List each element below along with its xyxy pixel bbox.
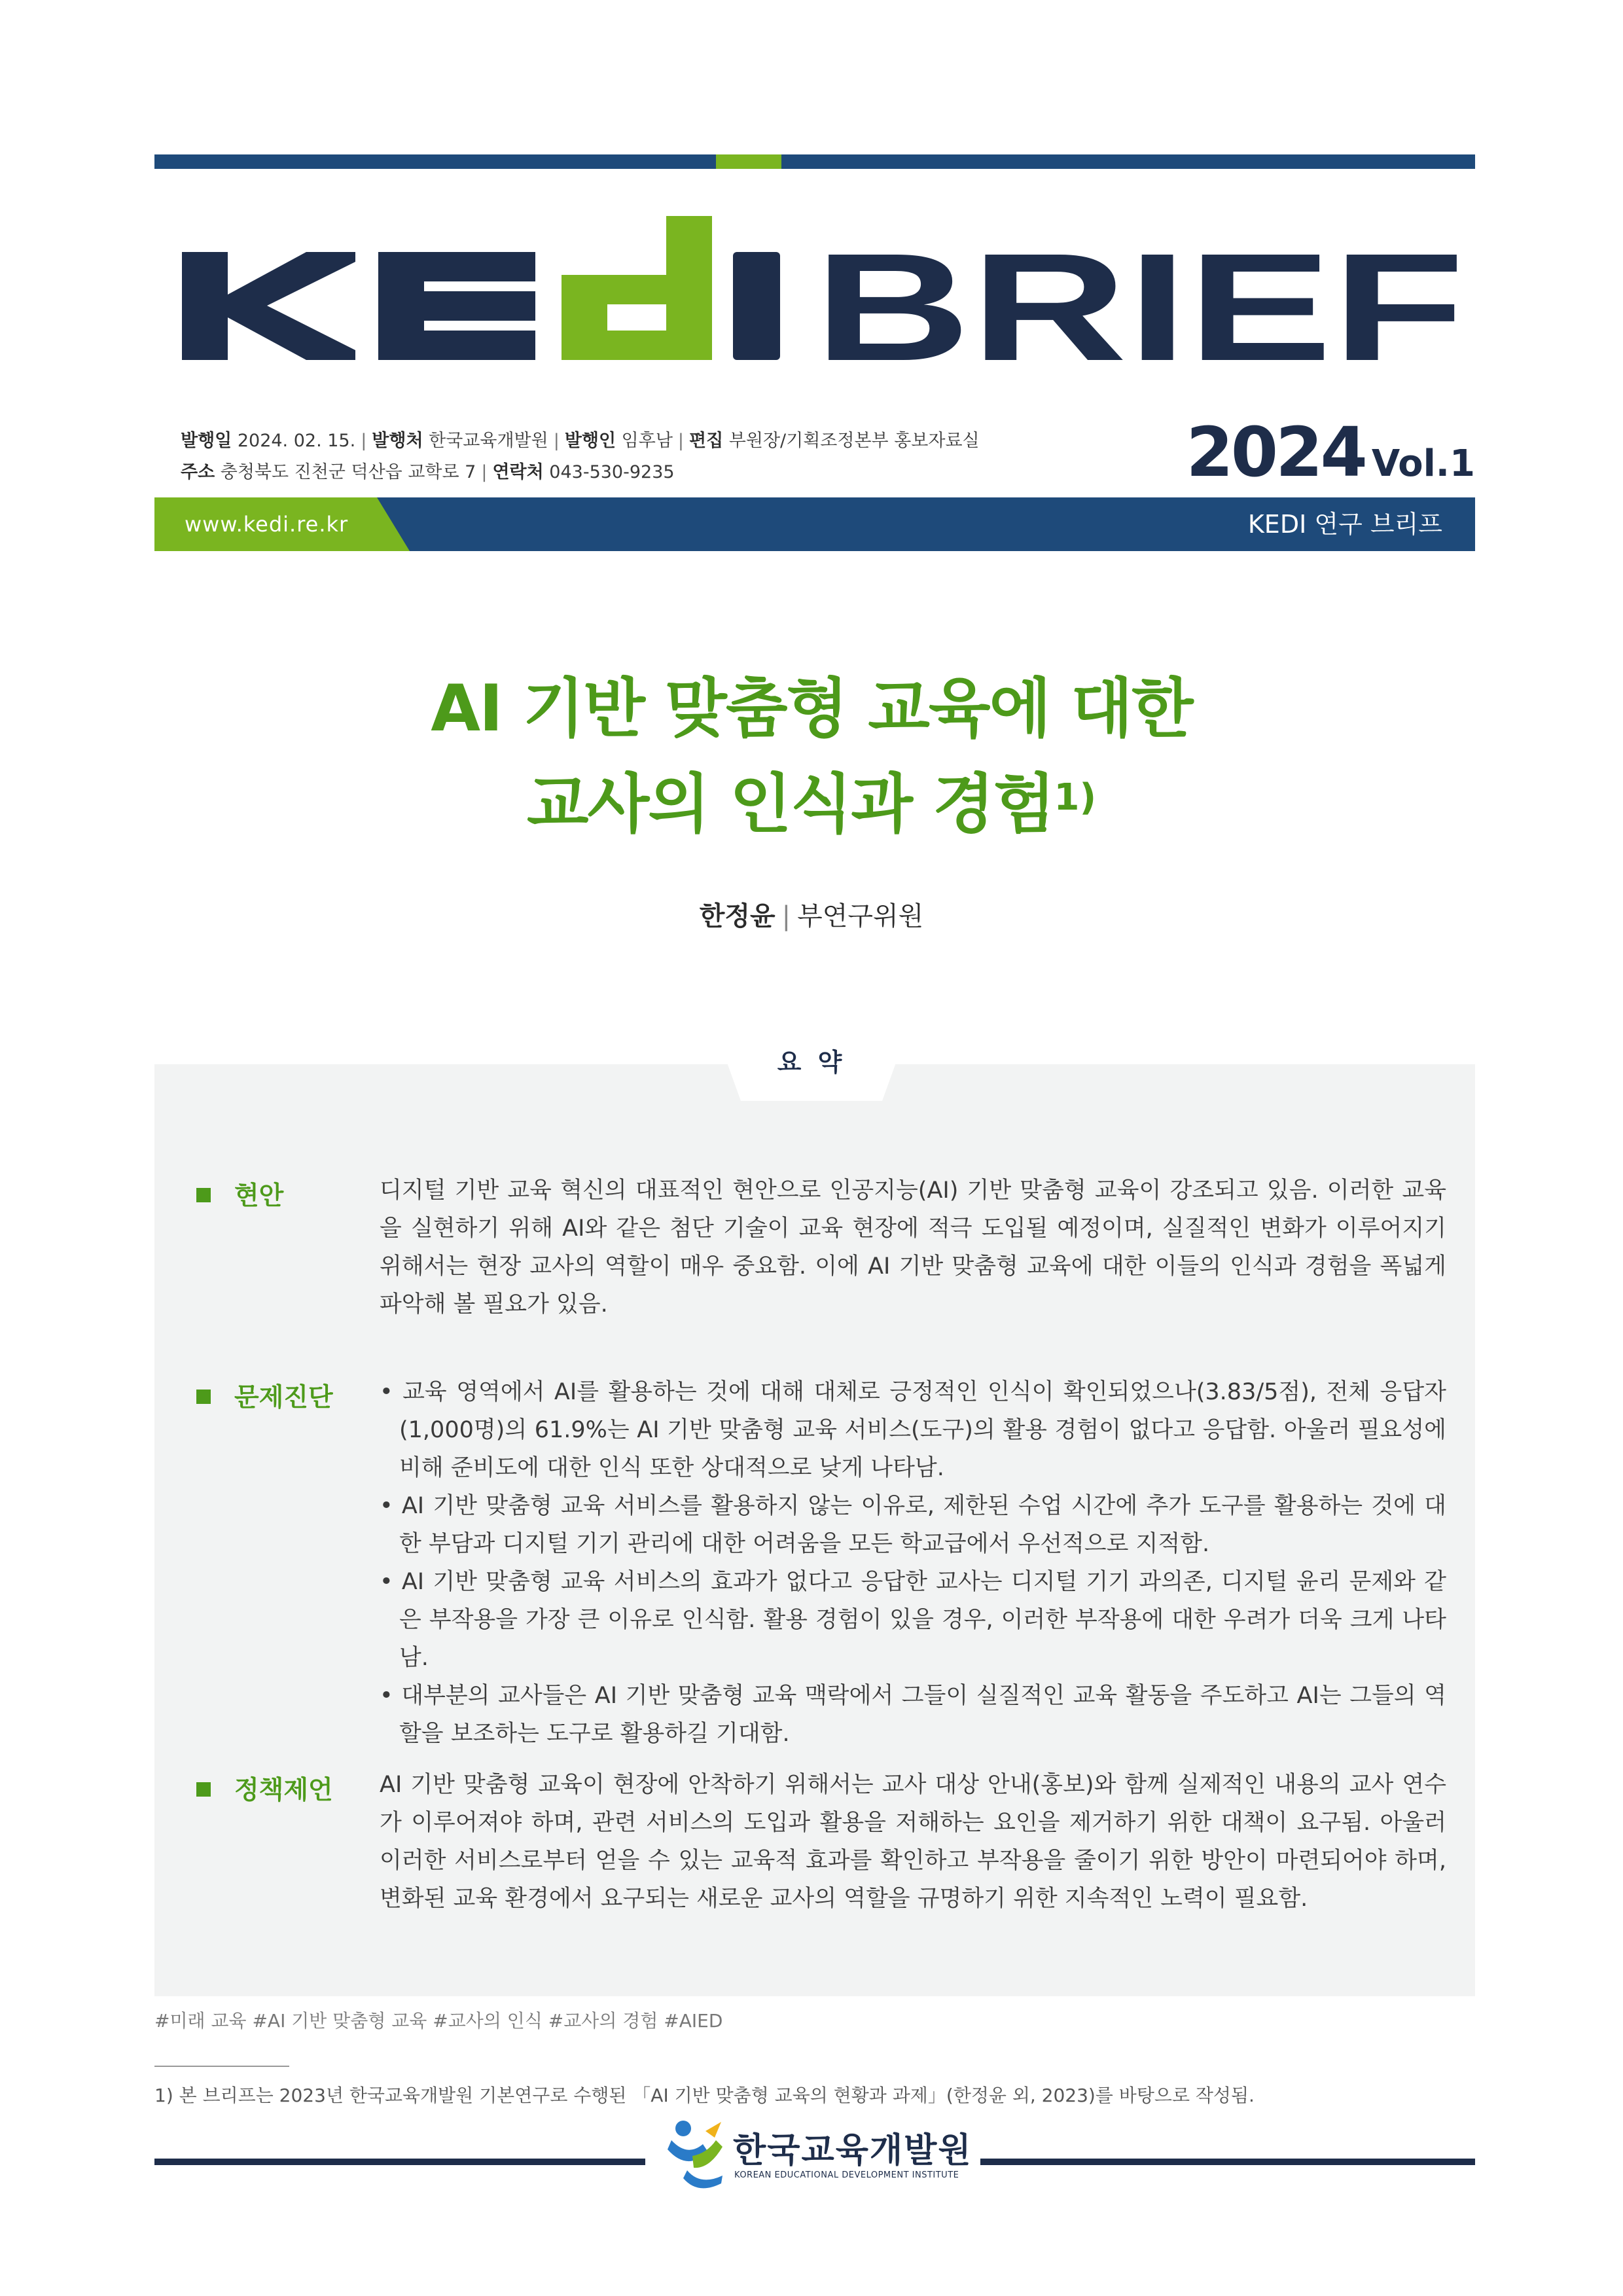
org-name: 한국교육개발원 — [733, 2131, 972, 2170]
section-heading-text: 문제진단 — [234, 1383, 333, 1412]
address: 충청북도 진천군 덕산읍 교학로 7 — [220, 462, 476, 482]
logo-letter-i — [733, 252, 780, 360]
editor-label: 편집 — [689, 431, 724, 451]
issue-year: 2024 — [1186, 412, 1365, 492]
issuer: 임후남 — [621, 431, 673, 451]
section-heading-policy — [196, 1770, 333, 1806]
title-line-2 — [0, 757, 1623, 852]
logo-brief-text: BRIEF — [814, 221, 1465, 393]
section-body-policy — [380, 1766, 1446, 1918]
kedi-emblem-icon — [668, 2118, 726, 2190]
contact-label: 연락처 — [492, 462, 544, 482]
section-body-issue — [380, 1172, 1446, 1323]
section-text: AI 기반 맞춤형 교육이 현장에 안착하기 위해서는 교사 대상 안내(홍보)와 함께 실제적인 내용의 교사 연수가 이루어져야 하며, 관련 서비스의 도입과 활용을 저해하는 요인을 제거하기 위한 대책이 요구됨. 아울러 이러한 서비스로부터 얻을 수 있는 교육적 효과를 확인하고 부작용을 줄이기 위한 방안이 마련되어야 하며, 변화된 교육 환경에서 요구되는 새로운 교사의 역할을 규명하기 위한 지속적인 노력이 필요함. — [380, 1772, 1446, 1912]
publisher: 한국교육개발원 — [429, 431, 548, 451]
footnote-mark[interactable]: 1) — [1054, 776, 1097, 819]
publication-line-2: 주소 충청북도 진천군 덕산읍 교학로 7 | 연락처 043-530-9235 — [181, 462, 675, 482]
top-rule — [154, 154, 1475, 169]
section-body-diagnosis — [380, 1373, 1446, 1753]
footer-line-right — [980, 2159, 1475, 2165]
bullet-square-icon — [196, 1782, 211, 1797]
publication-date: 2024. 02. 15. — [237, 431, 356, 451]
title-line-2-text: 교사의 인식과 경험 — [526, 767, 1054, 842]
author-position: 부연구위원 — [797, 901, 924, 931]
footnote-divider — [154, 2066, 289, 2067]
date-label: 발행일 — [181, 431, 232, 451]
issue-number — [1186, 412, 1475, 492]
diagnosis-bullet: • 교육 영역에서 AI를 활용하는 것에 대해 대체로 긍정적인 인식이 확인되었으나(3.83/5점), 전체 응답자(1,000명)의 61.9%는 AI 기반 맞춤형 교육 서비스(도구)의 활용 경험이 없다고 응답함. 아울러 필요성에 비해 준비도에 대한 인식 또한 상대적으로 낮게 나타남. — [380, 1379, 1446, 1481]
diagnosis-bullet: • AI 기반 맞춤형 교육 서비스의 효과가 없다고 응답한 교사는 디지털 기기 과의존, 디지털 윤리 문제와 같은 부작용을 가장 큰 이유로 인식함. 활용 경험이 있을 경우, 이러한 부작용에 대한 우려가 더욱 크게 나타남. — [380, 1569, 1446, 1671]
section-text: 디지털 기반 교육 혁신의 대표적인 현안으로 인공지능(AI) 기반 맞춤형 교육이 강조되고 있음. 이러한 교육을 실현하기 위해 AI와 같은 첨단 기술이 교육 현장에 적극 도입될 예정이며, 실질적인 변화가 이루어지기 위해서는 현장 교사의 역할이 매우 중요함. 이에 AI 기반 맞춤형 교육에 대한 이들의 인식과 경험을 폭넓게 파악해 볼 필요가 있음. — [380, 1177, 1446, 1318]
diagnosis-bullet: • 대부분의 교사들은 AI 기반 맞춤형 교육 맥락에서 그들이 실질적인 교육 활동을 주도하고 AI는 그들의 역할을 보조하는 도구로 활용하길 기대함. — [380, 1683, 1446, 1747]
section-heading-text: 정책제언 — [234, 1776, 333, 1805]
kedi-brief-logo — [182, 216, 1465, 393]
logo-letter-k — [182, 252, 355, 360]
logo-letter-e — [378, 252, 535, 360]
bullet-square-icon — [196, 1188, 211, 1202]
hashtags: #미래 교육 #AI 기반 맞춤형 교육 #교사의 인식 #교사의 경험 #AIED — [154, 2010, 723, 2032]
publisher-label: 발행처 — [372, 431, 423, 451]
org-name-english: KOREAN EDUCATIONAL DEVELOPMENT INSTITUTE — [734, 2170, 959, 2180]
bullet-square-icon — [196, 1390, 211, 1404]
footnote: 1) 본 브리프는 2023년 한국교육개발원 기본연구로 수행된 「AI 기반 맞춤형 교육의 현황과 과제」(한정윤 외, 2023)를 바탕으로 작성됨. — [154, 2085, 1255, 2106]
section-heading-issue — [196, 1175, 283, 1212]
publication-line-1: 발행일 2024. 02. 15. | 발행처 한국교육개발원 | 발행인 임후남 | 편집 부원장/기획조정본부 홍보자료실 — [181, 431, 980, 451]
title-line-1: AI 기반 맞춤형 교육에 대한 — [431, 672, 1192, 746]
address-label: 주소 — [181, 462, 215, 482]
page-title — [0, 661, 1623, 852]
editor: 부원장/기획조정본부 홍보자료실 — [728, 431, 980, 451]
section-heading-text: 현안 — [234, 1181, 284, 1211]
author-line: 한정윤 | 부연구위원 — [699, 901, 924, 931]
contact: 043-530-9235 — [549, 462, 675, 482]
footer-line-left — [154, 2159, 645, 2165]
logo-letter-d — [562, 216, 712, 360]
issuer-label: 발행인 — [564, 431, 616, 451]
diagnosis-bullet: • AI 기반 맞춤형 교육 서비스를 활용하지 않는 이유로, 제한된 수업 시간에 추가 도구를 활용하는 것에 대한 부담과 디지털 기기 관리에 대한 어려움을 모든 학교급에서 우선적으로 지적함. — [380, 1493, 1446, 1557]
issue-volume: Vol.1 — [1371, 442, 1475, 485]
section-heading-diagnosis — [196, 1377, 333, 1414]
brief-series-label: KEDI 연구 브리프 — [1247, 510, 1442, 539]
website-link[interactable]: www.kedi.re.kr — [185, 512, 349, 537]
author-name: 한정윤 — [699, 901, 776, 931]
summary-label: 요 약 — [777, 1048, 846, 1077]
publication-info — [181, 425, 980, 488]
